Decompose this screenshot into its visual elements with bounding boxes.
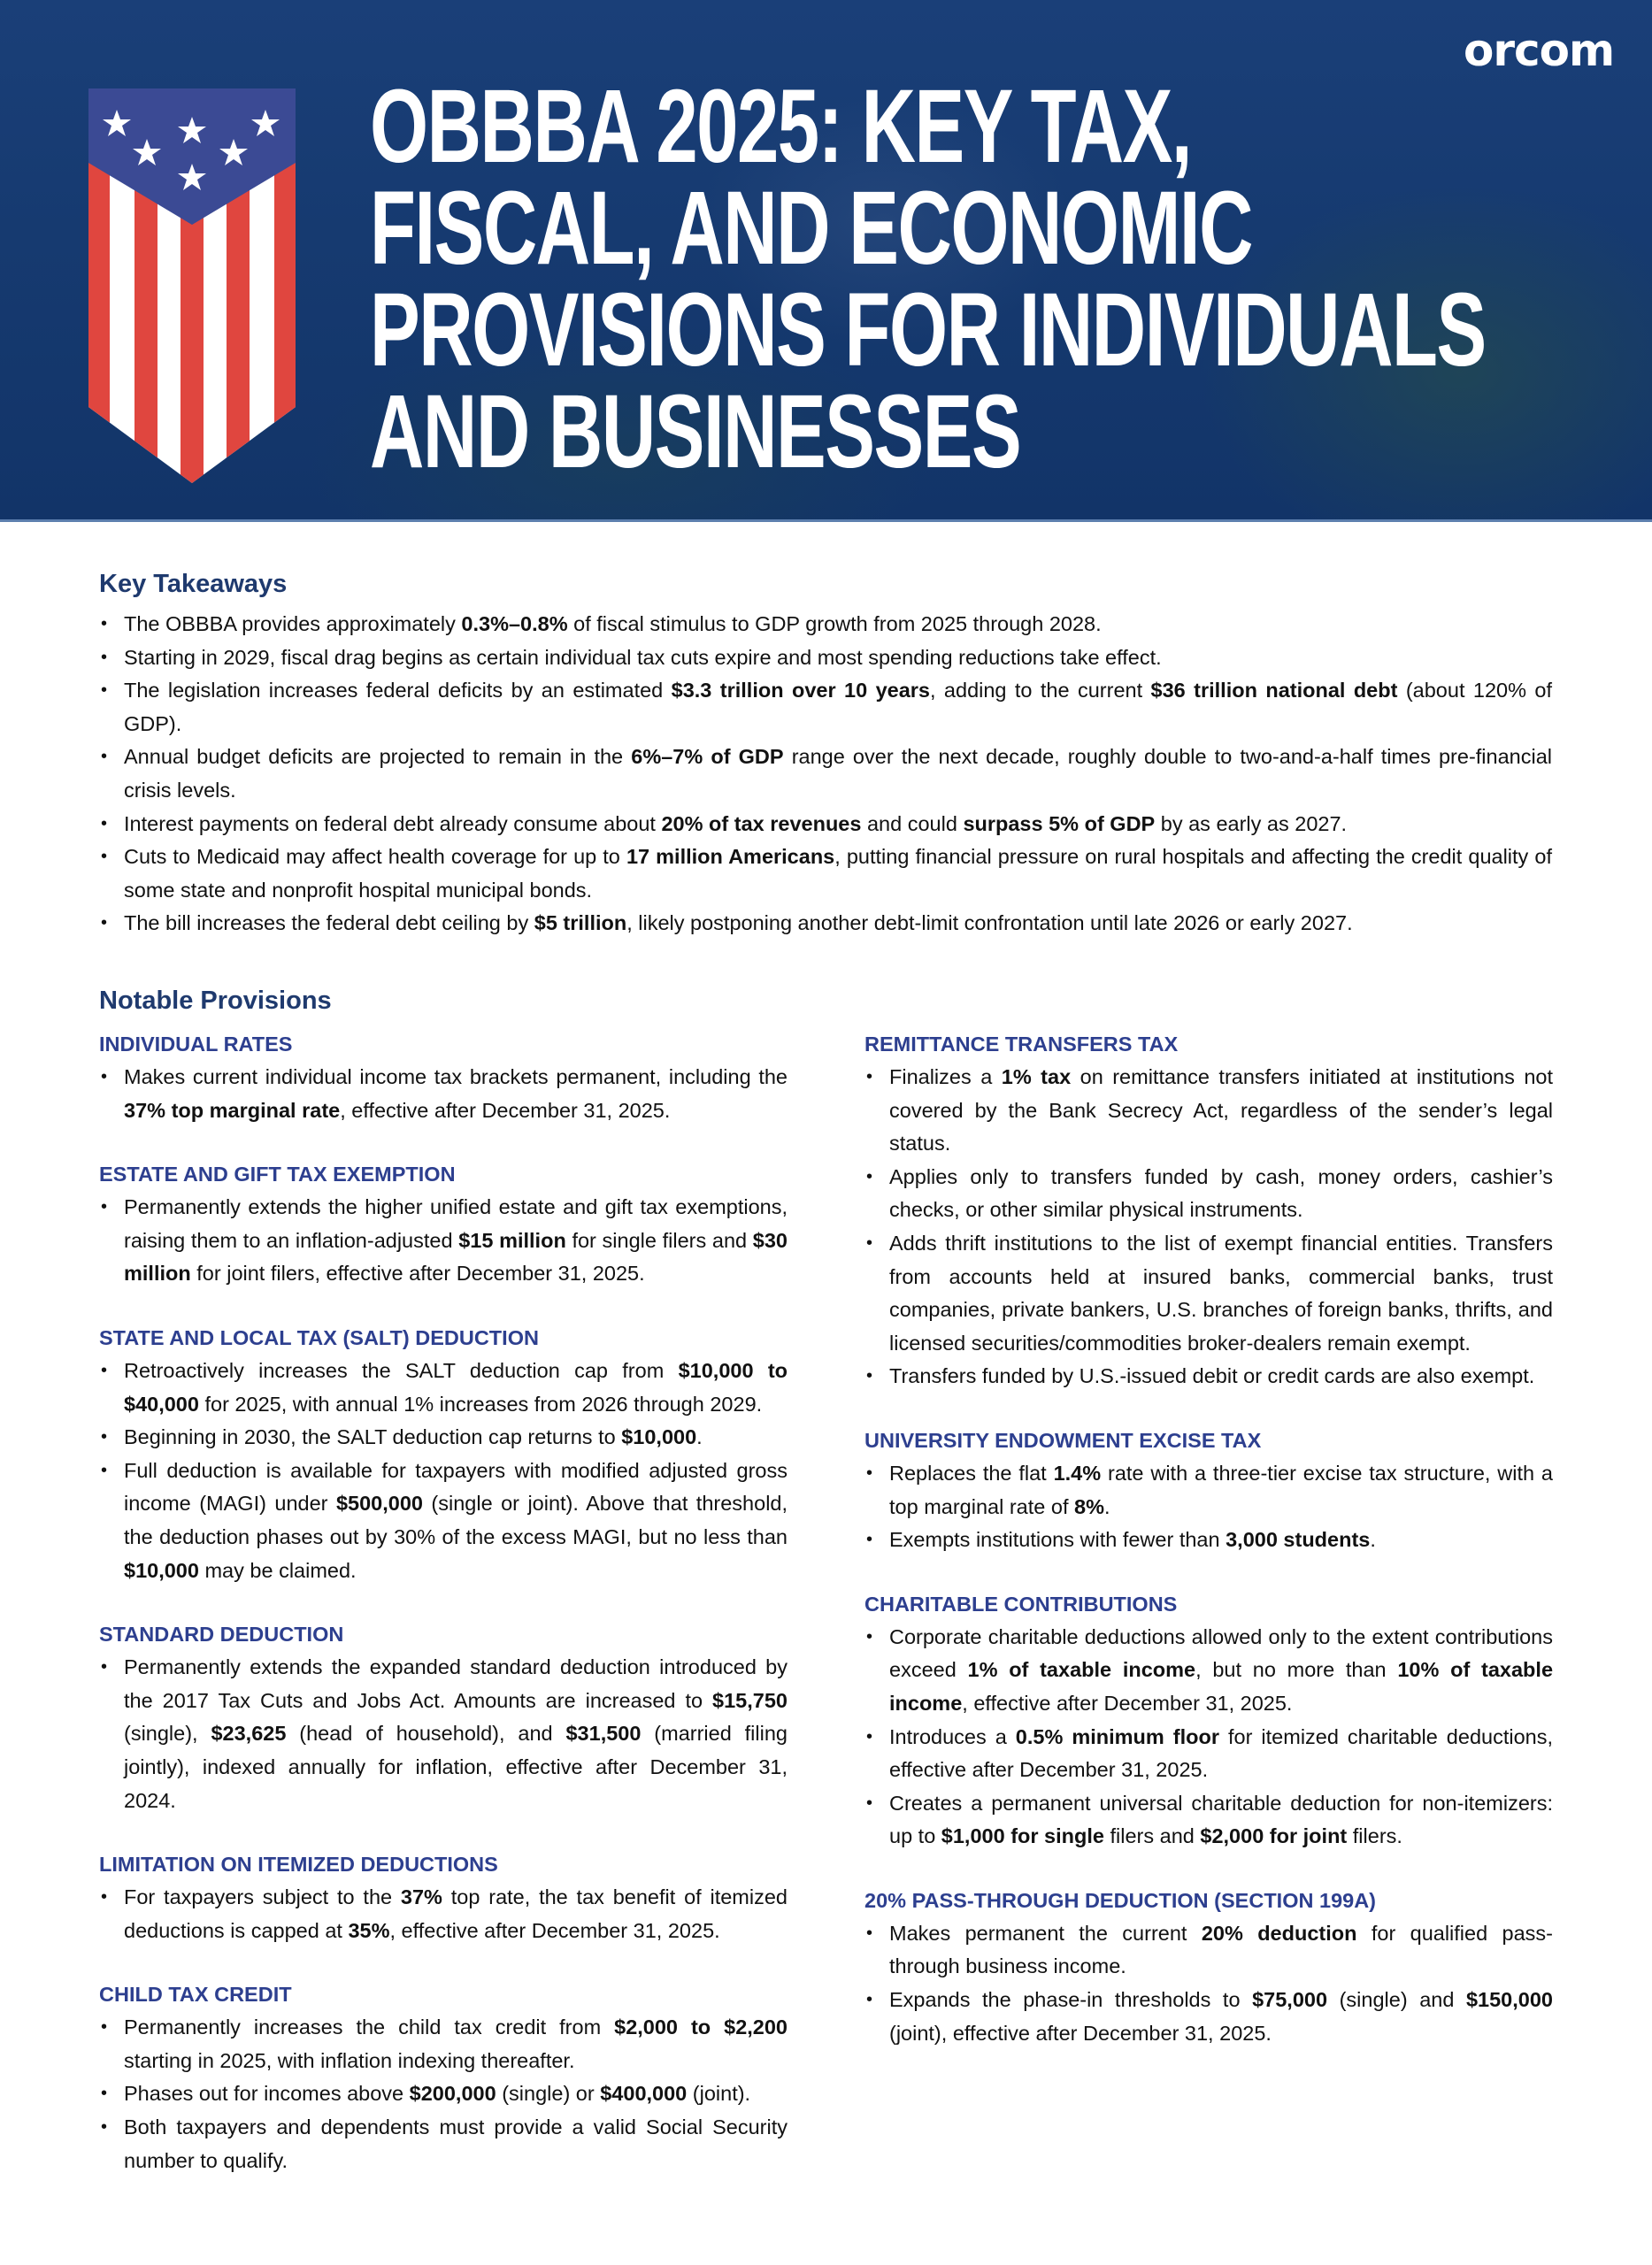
body-text: Introduces a: [889, 1724, 1016, 1748]
provisions-left-column: [99, 1030, 788, 2210]
body-text: , effective after December 31, 2025.: [389, 1918, 720, 1942]
body-text: Permanently extends the expanded standard deduction introduced by the 2017 Tax Cuts and Jobs Act. Amounts are increased to: [124, 1655, 788, 1712]
bullet-item: [99, 641, 1552, 675]
body-text: .: [1370, 1528, 1376, 1552]
emphasis-text: $10,000: [621, 1425, 697, 1449]
key-takeaways-heading: Key Takeaways: [99, 570, 288, 598]
body-text: (single),: [124, 1722, 211, 1746]
body-text: Corporate charitable deductions allowed only to the extent contributions exceed: [889, 1624, 1553, 1682]
emphasis-text: 37%: [400, 1885, 442, 1909]
title-line: OBBBA 2025: KEY TAX,: [370, 68, 1192, 185]
body-text: Transfers funded by U.S.-issued debit or credit cards are also exempt.: [889, 1364, 1535, 1388]
provision-bullets: [99, 2011, 788, 2177]
body-text: Cuts to Medicaid may affect health coverage for up to: [124, 845, 626, 869]
provision-section: [99, 1324, 788, 1587]
body-text: Makes permanent the current: [889, 1921, 1202, 1945]
bullet-item: [99, 608, 1552, 641]
bullet-item: [864, 1227, 1553, 1360]
emphasis-text: 8%: [1074, 1494, 1104, 1518]
bullet-item: [864, 1061, 1553, 1161]
title-line: FISCAL, AND ECONOMIC: [370, 170, 1252, 287]
body-text: Interest payments on federal debt already consume about: [124, 811, 662, 835]
body-text: Phases out for incomes above: [124, 2082, 410, 2106]
provision-bullets: [864, 1621, 1553, 1854]
body-text: Permanently extends the higher unified estate and gift tax exemptions, raising them to an inflation-adjusted: [124, 1195, 788, 1252]
provisions-right-column: [864, 1030, 1553, 2083]
body-text: (single or joint). Above that threshold, the deduction phases out by 30% of the excess MAGI, but no less than: [124, 1492, 788, 1548]
body-text: (single) or: [496, 2082, 601, 2106]
provision-bullets: [99, 1355, 788, 1587]
bullet-item: [864, 1721, 1553, 1787]
emphasis-text: 20% deduction: [1201, 1921, 1357, 1945]
body-text: , but no more than: [1195, 1658, 1398, 1682]
bullet-item: [99, 1455, 788, 1587]
body-text: and could: [861, 811, 964, 835]
body-text: Annual budget deficits are projected to remain in the: [124, 745, 632, 769]
emphasis-text: $150,000: [1465, 1988, 1553, 2012]
provision-heading: ESTATE AND GIFT TAX EXEMPTION: [99, 1163, 456, 1186]
bullet-item: [99, 2111, 788, 2177]
emphasis-text: $75,000: [1252, 1988, 1328, 2012]
body-text: Permanently increases the child tax credit from: [124, 2015, 615, 2039]
bullet-item: [99, 1191, 788, 1291]
emphasis-text: 1% of taxable income: [967, 1658, 1196, 1682]
emphasis-text: $5 trillion: [534, 911, 627, 935]
emphasis-text: $36 trillion national debt: [1150, 679, 1398, 703]
emphasis-text: 1% tax: [1001, 1065, 1072, 1088]
body-text: (married filing jointly), indexed annually for inflation, effective after December 31, 2024.: [124, 1722, 788, 1812]
body-text: for itemized charitable deductions, effective after December 31, 2025.: [889, 1724, 1554, 1782]
provision-bullets: [864, 1061, 1553, 1394]
provision-section: [99, 1160, 788, 1291]
title-line: AND BUSINESSES: [370, 373, 1021, 490]
body-text: .: [1103, 1494, 1110, 1518]
body-text: The OBBBA provides approximately: [124, 612, 462, 635]
body-text: .: [696, 1425, 703, 1449]
emphasis-text: 35%: [348, 1918, 390, 1942]
provision-section: [99, 1850, 788, 1947]
body-text: for joint filers, effective after December 31, 2025.: [190, 1262, 645, 1286]
orcom-logo: orcom: [1464, 25, 1615, 76]
bullet-item: [99, 1881, 788, 1947]
bullet-item: [864, 1787, 1553, 1854]
bullet-item: [864, 1984, 1553, 2050]
bullet-item: [99, 1355, 788, 1421]
provision-bullets: [864, 1457, 1553, 1557]
bullet-item: [99, 741, 1552, 807]
bullet-item: [99, 841, 1552, 907]
bullet-item: [99, 1061, 788, 1127]
provision-heading: CHARITABLE CONTRIBUTIONS: [864, 1592, 1178, 1616]
emphasis-text: 0.5% minimum floor: [1015, 1724, 1220, 1748]
body-text: , likely postponing another debt-limit confrontation until late 2026 or early 2027.: [626, 911, 1353, 935]
body-text: top rate, the tax benefit of itemized deductions is capped at: [124, 1885, 788, 1942]
provision-bullets: [864, 1917, 1553, 2050]
emphasis-text: 17 million Americans: [626, 845, 835, 869]
emphasis-text: 0.3%–0.8%: [461, 612, 568, 635]
body-text: may be claimed.: [198, 1558, 357, 1582]
body-text: by as early as 2027.: [1155, 811, 1348, 835]
body-text: , adding to the current: [930, 679, 1151, 703]
provision-bullets: [99, 1881, 788, 1947]
body-text: Exempts institutions with fewer than: [889, 1528, 1226, 1552]
bullet-item: [99, 808, 1552, 841]
body-text: , putting financial pressure on rural hospitals and affecting the credit quality of some state and nonprofit hospital municipal bonds.: [124, 845, 1552, 902]
emphasis-text: $2,000 to $2,200: [614, 2015, 788, 2039]
body-text: starting in 2025, with inflation indexing thereafter.: [124, 2048, 575, 2072]
bullet-item: [99, 1421, 788, 1455]
emphasis-text: 37% top marginal rate: [124, 1098, 341, 1122]
provision-section: [99, 1620, 788, 1817]
body-text: (head of household), and: [286, 1722, 566, 1746]
bullet-item: [99, 2077, 788, 2111]
body-text: for single filers and: [565, 1228, 753, 1252]
title-line: PROVISIONS FOR INDIVIDUALS: [370, 272, 1486, 388]
body-text: (about 120% of GDP).: [124, 679, 1552, 735]
body-text: rate with a three-tier excise tax structure, with a top marginal rate of: [889, 1461, 1553, 1518]
body-text: Expands the phase-in thresholds to: [889, 1988, 1253, 2012]
body-text: Applies only to transfers funded by cash, money orders, cashier’s checks, or other similar physical instruments.: [889, 1164, 1553, 1222]
body-text: (joint).: [687, 2082, 751, 2106]
provision-section: [864, 1030, 1553, 1394]
provision-heading: STANDARD DEDUCTION: [99, 1623, 344, 1647]
emphasis-text: $10,000 to $40,000: [124, 1358, 788, 1416]
provision-bullets: [99, 1191, 788, 1291]
header-banner: [0, 0, 1652, 522]
body-text: Beginning in 2030, the SALT deduction cap returns to: [124, 1425, 622, 1449]
emphasis-text: 20% of tax revenues: [661, 811, 862, 835]
emphasis-text: $31,500: [565, 1722, 642, 1746]
body-text: The bill increases the federal debt ceiling by: [124, 911, 534, 935]
bullet-item: [99, 674, 1552, 741]
body-text: Makes current individual income tax brackets permanent, including the: [124, 1065, 788, 1088]
key-takeaways-list: [99, 608, 1552, 941]
body-text: of fiscal stimulus to GDP growth from 2025 through 2028.: [567, 612, 1102, 635]
body-text: Finalizes a: [889, 1065, 1002, 1088]
emphasis-text: $15,750: [712, 1688, 788, 1712]
provision-section: [864, 1886, 1553, 2050]
body-text: Replaces the flat: [889, 1461, 1054, 1485]
body-text: , effective after December 31, 2025.: [962, 1691, 1293, 1715]
provision-heading: INDIVIDUAL RATES: [99, 1033, 293, 1056]
body-text: filers and: [1103, 1824, 1201, 1848]
body-text: For taxpayers subject to the: [124, 1885, 401, 1909]
bullet-item: [864, 1360, 1553, 1394]
body-text: on remittance transfers initiated at institutions not covered by the Bank Secrecy Act, regardless of the sender’s legal status.: [889, 1065, 1554, 1156]
bullet-item: [864, 1524, 1553, 1557]
body-text: range over the next decade, roughly double to two-and-a-half times pre-financial crisis levels.: [124, 745, 1552, 802]
emphasis-text: $10,000: [124, 1558, 199, 1582]
body-text: Full deduction is available for taxpayers with modified adjusted gross income (MAGI) under: [124, 1458, 788, 1516]
body-text: , effective after December 31, 2025.: [340, 1098, 671, 1122]
provision-bullets: [99, 1651, 788, 1817]
emphasis-text: $23,625: [211, 1722, 287, 1746]
provision-section: [864, 1426, 1553, 1557]
emphasis-text: $400,000: [600, 2082, 688, 2106]
body-text: for 2025, with annual 1% increases from 2026 through 2029.: [198, 1392, 763, 1416]
body-text: (joint), effective after December 31, 2025.: [889, 2021, 1272, 2045]
provision-heading: 20% PASS-THROUGH DEDUCTION (SECTION 199A): [864, 1888, 1376, 1912]
emphasis-text: $3.3 trillion over 10 years: [671, 679, 930, 703]
body-text: (single) and: [1327, 1988, 1466, 2012]
body-text: Creates a permanent universal charitable deduction for non-itemizers: up to: [889, 1791, 1553, 1848]
provision-section: [864, 1590, 1553, 1854]
bullet-item: [864, 1917, 1553, 1984]
provision-section: [99, 1980, 788, 2177]
provision-heading: CHILD TAX CREDIT: [99, 1983, 292, 2007]
body-text: Starting in 2029, fiscal drag begins as certain individual tax cuts expire and most spending reductions take effect.: [124, 645, 1162, 669]
emphasis-text: 6%–7% of GDP: [631, 745, 784, 769]
american-flag-banner-icon: [88, 88, 296, 483]
body-text: for qualified pass-through business income.: [889, 1921, 1553, 1978]
provision-bullets: [99, 1061, 788, 1127]
provision-heading: LIMITATION ON ITEMIZED DEDUCTIONS: [99, 1853, 498, 1877]
body-text: The legislation increases federal deficits by an estimated: [124, 679, 672, 703]
bullet-item: [864, 1457, 1553, 1524]
body-text: Retroactively increases the SALT deduction cap from: [124, 1358, 679, 1382]
bullet-item: [864, 1161, 1553, 1227]
emphasis-text: $15 million: [458, 1228, 566, 1252]
page-title: [370, 68, 1486, 490]
body-text: Both taxpayers and dependents must provide a valid Social Security number to qualify.: [124, 2115, 788, 2172]
emphasis-text: surpass 5% of GDP: [963, 811, 1156, 835]
body-text: Adds thrift institutions to the list of exempt financial entities. Transfers from accounts held at insured banks, commercial banks, trust companies, private bankers, U.S. branches of foreign banks, thrifts, and licensed securities/commodities broker-dealers remain exempt.: [889, 1231, 1553, 1355]
provision-heading: STATE AND LOCAL TAX (SALT) DEDUCTION: [99, 1325, 539, 1349]
bullet-item: [864, 1621, 1553, 1721]
provision-section: [99, 1030, 788, 1127]
bullet-item: [99, 907, 1552, 941]
bullet-item: [99, 2011, 788, 2077]
emphasis-text: 3,000 students: [1226, 1528, 1371, 1552]
emphasis-text: $2,000 for joint: [1200, 1824, 1348, 1848]
emphasis-text: $30 million: [124, 1228, 788, 1286]
emphasis-text: 1.4%: [1053, 1461, 1102, 1485]
notable-provisions-heading: Notable Provisions: [99, 987, 332, 1015]
body-text: filers.: [1347, 1824, 1402, 1848]
emphasis-text: $500,000: [335, 1492, 423, 1516]
bullet-item: [99, 1651, 788, 1817]
emphasis-text: 10% of taxable income: [889, 1658, 1554, 1715]
emphasis-text: $1,000 for single: [941, 1824, 1104, 1848]
provision-heading: REMITTANCE TRANSFERS TAX: [864, 1033, 1179, 1056]
emphasis-text: $200,000: [409, 2082, 496, 2106]
provision-heading: UNIVERSITY ENDOWMENT EXCISE TAX: [864, 1428, 1262, 1452]
